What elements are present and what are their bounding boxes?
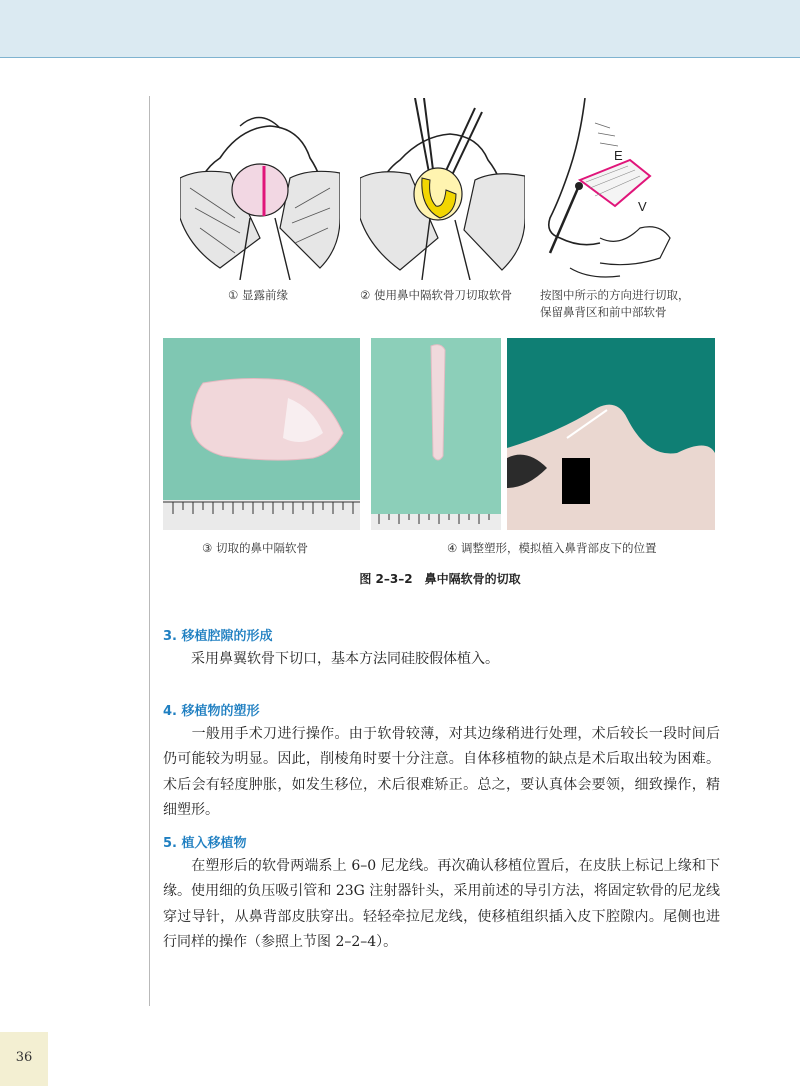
privacy-block — [562, 458, 590, 504]
caption-harvested-cartilage: ③ 切取的鼻中隔软骨 — [202, 541, 308, 555]
caption-cut-direction-line1: 按图中所示的方向进行切取， — [540, 288, 690, 302]
section-paragraph-5 — [163, 854, 720, 955]
caption-simulated-placement: ④ 调整塑形，模拟植入鼻背部皮下的位置 — [447, 541, 657, 555]
illustration-expose-anterior-edge — [180, 98, 340, 280]
photo-simulated-placement — [507, 338, 715, 530]
photo-shaped-cartilage-strip — [371, 338, 501, 530]
paragraph-text: 一般用手术刀进行操作。由于软骨较薄，对其边缘稍进行处理，术后较长一段时间后仍可能较为明显。因此，削棱角时要十分注意。自体移植物的缺点是术后取出较为困难。术后会有轻度肿胀，如发生移位，术后很难矫正。总之，要认真体会要领，细致操作，精细塑形。 — [163, 726, 720, 818]
section-paragraph-4 — [163, 722, 720, 823]
photo-harvested-cartilage — [163, 338, 360, 530]
caption-septal-knife: ② 使用鼻中隔软骨刀切取软骨 — [360, 288, 512, 302]
caption-expose-edge: ① 显露前缘 — [228, 288, 288, 302]
caption-cut-direction-line2: 保留鼻背区和前中部软骨 — [540, 305, 667, 319]
figure-title: 图 2–3–2 鼻中隔软骨的切取 — [359, 572, 521, 586]
illustration-septal-knife — [360, 98, 525, 280]
label-e: E — [614, 148, 623, 163]
section-paragraph-3 — [163, 647, 720, 672]
paragraph-text: 采用鼻翼软骨下切口，基本方法同硅胶假体植入。 — [163, 651, 499, 667]
page-number: 36 — [15, 1050, 33, 1065]
section-heading-5: 5. 植入移植物 — [163, 836, 247, 851]
illustration-cutting-direction — [540, 98, 680, 280]
section-heading-3: 3. 移植腔隙的形成 — [163, 629, 273, 644]
paragraph-text: 在塑形后的软骨两端系上 6–0 尼龙线。再次确认移植位置后，在皮肤上标记上缘和下缘。使用细的负压吸引管和 23G 注射器针头，采用前述的导引方法，将固定软骨的尼龙线穿过导针，从鼻背部皮肤穿出。轻轻牵拉尼龙线，使移植组织插入皮下腔隙内。尾侧也进行同样的操作（参照上节图 2–2–4）。 — [163, 858, 720, 950]
label-v: V — [638, 199, 647, 214]
section-heading-4: 4. 移植物的塑形 — [163, 704, 260, 719]
margin-rule — [149, 96, 150, 1006]
header-band — [0, 0, 800, 58]
